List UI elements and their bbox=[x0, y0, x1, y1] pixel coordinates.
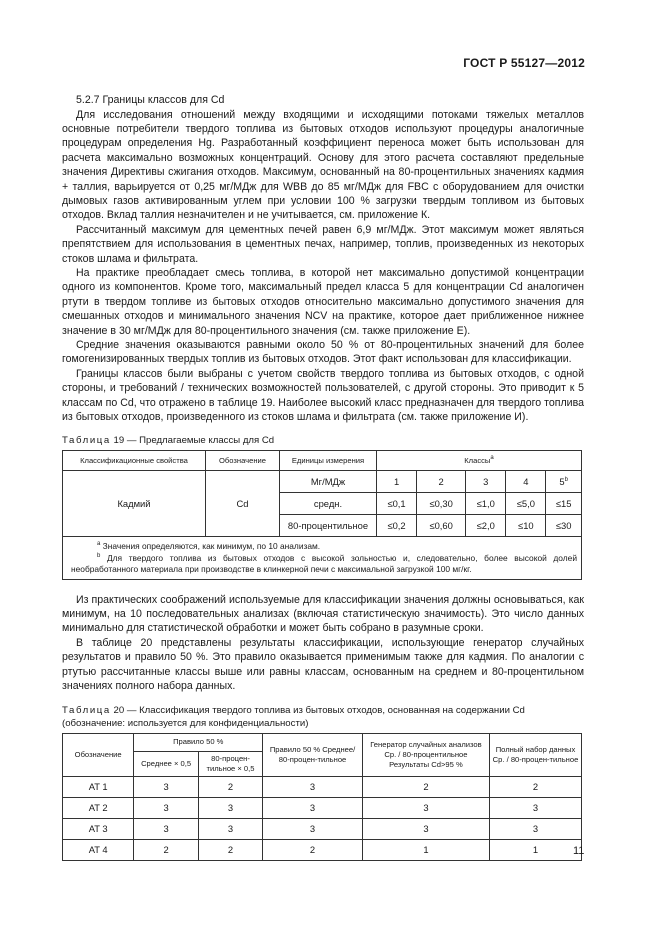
table-cell: 2 bbox=[134, 839, 199, 860]
header-classes-text: Классы bbox=[464, 455, 491, 465]
header-param: Классификационные свойства bbox=[63, 451, 206, 471]
table-cell: ≤1,0 bbox=[466, 493, 506, 515]
class-number: 1 bbox=[377, 471, 417, 493]
table-cell: 3 bbox=[263, 818, 363, 839]
header-full-dataset: Полный набор данных Ср. / 80-процен-тильное bbox=[489, 733, 581, 776]
row-label: средн. bbox=[280, 493, 377, 515]
table-cell: ≤15 bbox=[546, 493, 582, 515]
table-cell: 3 bbox=[198, 818, 262, 839]
table-cell: 1 bbox=[489, 839, 581, 860]
table-cell: 3 bbox=[263, 776, 363, 797]
table-cell: 2 bbox=[362, 776, 489, 797]
table-cell: 3 bbox=[362, 797, 489, 818]
paragraph: Для исследования отношений между входящими и исходящими потоками тяжелых металлов основные потребители твердого топлива из бытовых отходов используют процедуры аналогичные процедурам определения Hg. Разработанный коэффициент переноса может быть использован для расчета максимально возможных концентраций. Основу для этого расчета составляют предельные значения Директивы сжигания отходов. Максимум, основанный на 80-процентильных значениях кадмия + таллия, варьируется от 0,25 мг/МДж для WBB до 85 мг/МДж для FBC с оборудованием для очистки дымовых газов активированным углем при условии 100 % загрузки твердым топливом из бытовых отходов. Вклад таллия незначителен и не учитывается, см. приложение К. bbox=[62, 108, 584, 222]
row-name: AT 2 bbox=[63, 797, 134, 818]
table-cell: 3 bbox=[362, 818, 489, 839]
header-mean05: Среднее × 0,5 bbox=[134, 751, 199, 776]
footnote-b-text: Для твердого топлива из бытовых отходов с высокой зольностью и, следовательно, более высокой долей необработанного материала при производстве в клинкерной печи с максимальной загрузкой 100 мг/кг. bbox=[71, 552, 577, 575]
footnote-a bbox=[71, 541, 577, 552]
unit-label: Мг/МДж bbox=[280, 471, 377, 493]
table-cell: ≤0,1 bbox=[377, 493, 417, 515]
table-cell: 3 bbox=[134, 776, 199, 797]
table-cell: ≤5,0 bbox=[506, 493, 546, 515]
table19 bbox=[62, 450, 582, 579]
table20-caption-text: 20 — Классификация твердого топлива из бытовых отходов, основанная на содержании Cd (обозначение: используется для конфиденциальности) bbox=[62, 704, 525, 729]
header-unit: Единицы измерения bbox=[280, 451, 377, 471]
header-designation: Обозначение bbox=[63, 733, 134, 776]
table-cell: 2 bbox=[198, 776, 262, 797]
table-cell: ≤0,2 bbox=[377, 515, 417, 537]
table-cell: 3 bbox=[489, 818, 581, 839]
table-row bbox=[63, 776, 582, 797]
table-row bbox=[63, 797, 582, 818]
header-rule50-combined: Правило 50 % Среднее/ 80-процен-тильное bbox=[263, 733, 363, 776]
table-cell: ≤10 bbox=[506, 515, 546, 537]
standard-number: ГОСТ Р 55127—2012 bbox=[463, 56, 585, 70]
header-symbol: Обозначение bbox=[206, 451, 280, 471]
table-cell: 1 bbox=[362, 839, 489, 860]
table19-notes bbox=[63, 537, 582, 579]
footnote-marker: a bbox=[490, 454, 494, 461]
row-name: AT 3 bbox=[63, 818, 134, 839]
footnote-marker: b bbox=[564, 477, 568, 484]
class-number-5 bbox=[546, 471, 582, 493]
class-number: 5 bbox=[559, 476, 565, 488]
page-content bbox=[62, 93, 584, 861]
footnote-marker: b bbox=[97, 552, 101, 559]
table19-caption-text: 19 — Предлагаемые классы для Cd bbox=[110, 435, 275, 447]
header-generator: Генератор случайных анализов Ср. / 80-процентильное Результаты Cd>95 % bbox=[362, 733, 489, 776]
table-cell: 2 bbox=[198, 839, 262, 860]
class-number: 4 bbox=[506, 471, 546, 493]
table20-caption-label: Таблица bbox=[62, 704, 111, 716]
footnote-b bbox=[71, 553, 577, 576]
table-cell: ≤0,60 bbox=[417, 515, 466, 537]
table-cell: ≤30 bbox=[546, 515, 582, 537]
section-title: 5.2.7 Границы классов для Cd bbox=[76, 94, 225, 106]
header-classes bbox=[377, 451, 582, 471]
header-rule50: Правило 50 % bbox=[134, 733, 263, 751]
table-cell: ≤0,30 bbox=[417, 493, 466, 515]
table-cell: 2 bbox=[489, 776, 581, 797]
table19-caption-label: Таблица bbox=[62, 435, 111, 447]
paragraph: Средние значения оказываются равными около 50 % от 80-процентильных значений для более гомогенизированных твердых топлив из бытовых отходов. Этот факт использован для классификации. bbox=[62, 339, 584, 366]
table20-caption bbox=[62, 704, 584, 730]
table-cell: 3 bbox=[198, 797, 262, 818]
class-number: 2 bbox=[417, 471, 466, 493]
symbol-value: Cd bbox=[206, 471, 280, 537]
class-number: 3 bbox=[466, 471, 506, 493]
table-cell: 3 bbox=[134, 818, 199, 839]
footnote-marker: a bbox=[97, 541, 101, 548]
row-name: AT 4 bbox=[63, 839, 134, 860]
paragraph: В таблице 20 представлены результаты классификации, использующие генератор случайных результатов и правило 50 %. Это правило оказывается применимым также для кадмия. По аналогии с ртутью рассчитанные классы выше или равны классам, основанным на среднем и 80-процентильном значениях полного набора данных. bbox=[62, 636, 584, 693]
paragraph: Из практических соображений используемые для классификации значения должны основываться, как минимум, на 10 последовательных анализах (включая статистическую значимость). Это число данных минимально для статистической обработки и может быть собрано в разумные сроки. bbox=[62, 593, 584, 635]
table-cell: ≤2,0 bbox=[466, 515, 506, 537]
table-row bbox=[63, 818, 582, 839]
paragraph: Рассчитанный максимум для цементных печей равен 6,9 мг/МДж. Этот максимум может являться препятствием для использования в цементных печах, например, топлив, произведенных из некоторых стоков шлама и фильтрата. bbox=[62, 223, 584, 265]
row-label: 80-процентильное bbox=[280, 515, 377, 537]
table-cell: 2 bbox=[263, 839, 363, 860]
header-p80-05: 80-процен-тильное × 0,5 bbox=[198, 751, 262, 776]
footnote-a-text: Значения определяются, как минимум, по 10 анализам. bbox=[100, 541, 321, 552]
page-number: 11 bbox=[573, 845, 585, 857]
table19-caption bbox=[62, 434, 584, 447]
table-cell: 3 bbox=[489, 797, 581, 818]
table20 bbox=[62, 733, 585, 861]
param-name: Кадмий bbox=[63, 471, 206, 537]
row-name: AT 1 bbox=[63, 776, 134, 797]
paragraph: Границы классов были выбраны с учетом свойств твердого топлива из бытовых отходов, с одной стороны, и требований / технических возможностей пользователей, с другой стороны. Это приводит к 5 классам по Cd, что отражено в таблице 19. Наиболее высокий класс предназначен для твердого топлива из бытовых отходов, произведенного из стоков шлама и фильтрата (см. также приложение И). bbox=[62, 367, 584, 424]
table-cell: 3 bbox=[134, 797, 199, 818]
table-cell: 3 bbox=[263, 797, 363, 818]
paragraph: На практике преобладает смесь топлива, в которой нет максимально допустимой концентрации одного из компонентов. Кроме того, максимальный предел класса 5 для концентрации Cd аналогичен ртути в твердом топливе из бытовых отходов относительно максимально допустимого значения для смешанных отходов и минимального значения NCV на практике, которое дает приближенное нижнее значение в 30 мг/МДж для 80-процентильного значения (см. также приложение Е). bbox=[62, 266, 584, 337]
table-row bbox=[63, 839, 582, 860]
